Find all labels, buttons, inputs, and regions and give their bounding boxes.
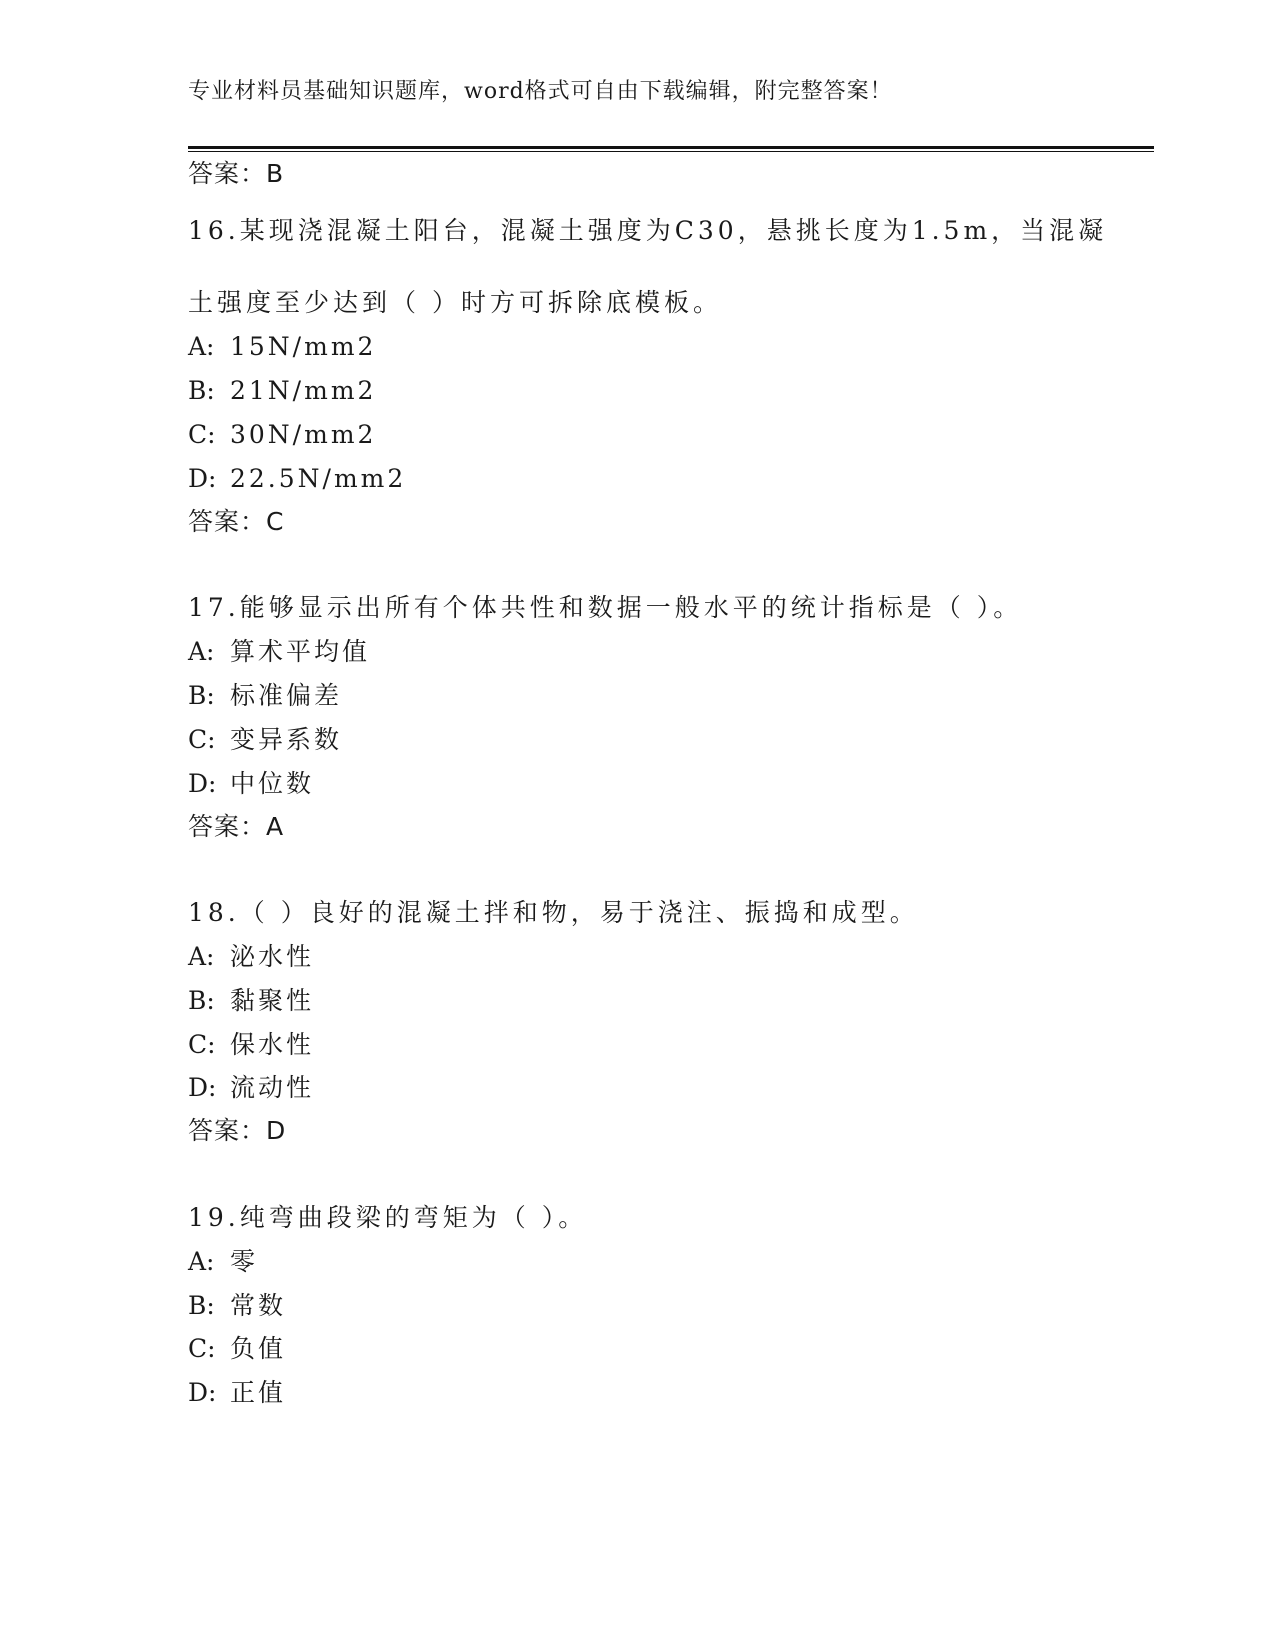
question-16-option-a bbox=[188, 331, 376, 363]
option-text: 常数 bbox=[230, 1291, 287, 1320]
option-text: 零 bbox=[230, 1247, 259, 1276]
option-text: 正值 bbox=[230, 1378, 287, 1407]
question-16-answer: 答案：C bbox=[188, 507, 285, 536]
question-17-line-1: 17.能够显示出所有个体共性和数据一般水平的统计指标是（ ）。 bbox=[188, 593, 1023, 622]
question-16-option-b bbox=[188, 375, 376, 407]
option-text: 流动性 bbox=[230, 1073, 315, 1102]
question-16-line-1: 16.某现浇混凝土阳台，混凝土强度为C30，悬挑长度为1.5m，当混凝 bbox=[188, 216, 1108, 245]
option-letter: B: bbox=[188, 376, 215, 405]
option-text: 标准偏差 bbox=[230, 681, 343, 710]
option-text: 负值 bbox=[230, 1334, 287, 1363]
page-header: 专业材料员基础知识题库，word格式可自由下载编辑，附完整答案！ bbox=[188, 79, 893, 104]
option-letter: D: bbox=[188, 769, 217, 798]
question-18-answer: 答案：D bbox=[188, 1116, 287, 1145]
option-text: 30N/mm2 bbox=[230, 420, 377, 449]
option-letter: C: bbox=[188, 1030, 216, 1059]
option-text: 22.5N/mm2 bbox=[230, 464, 407, 493]
option-letter: C: bbox=[188, 1334, 216, 1363]
header-rule-thin bbox=[188, 151, 1154, 152]
question-19-option-d bbox=[188, 1377, 286, 1409]
question-16-option-c bbox=[188, 419, 376, 451]
option-text: 变异系数 bbox=[230, 725, 343, 754]
option-letter: C: bbox=[188, 725, 216, 754]
option-text: 15N/mm2 bbox=[230, 332, 377, 361]
question-18-line-1: 18.（ ）良好的混凝土拌和物，易于浇注、振捣和成型。 bbox=[188, 898, 919, 927]
question-17-option-c bbox=[188, 724, 342, 756]
option-letter: D: bbox=[188, 464, 217, 493]
option-letter: C: bbox=[188, 420, 216, 449]
question-19-option-c bbox=[188, 1333, 286, 1365]
question-18-option-c bbox=[188, 1029, 314, 1061]
option-letter: D: bbox=[188, 1378, 217, 1407]
question-19-option-a bbox=[188, 1246, 258, 1278]
option-letter: D: bbox=[188, 1073, 217, 1102]
question-18-option-b bbox=[188, 985, 314, 1017]
option-text: 21N/mm2 bbox=[230, 376, 377, 405]
header-rule-thick bbox=[188, 146, 1154, 149]
question-19-line-1: 19.纯弯曲段梁的弯矩为（ ）。 bbox=[188, 1203, 588, 1232]
option-letter: B: bbox=[188, 986, 215, 1015]
question-16-line-2: 土强度至少达到（ ）时方可拆除底模板。 bbox=[188, 288, 722, 317]
option-text: 中位数 bbox=[230, 769, 315, 798]
option-letter: A: bbox=[188, 637, 215, 666]
question-17-option-b bbox=[188, 680, 342, 712]
option-letter: B: bbox=[188, 681, 215, 710]
option-text: 泌水性 bbox=[230, 942, 315, 971]
previous-answer: 答案：B bbox=[188, 159, 285, 188]
option-text: 算术平均值 bbox=[230, 637, 371, 666]
question-18-option-a bbox=[188, 941, 314, 973]
question-17-answer: 答案：A bbox=[188, 812, 285, 841]
question-17-option-a bbox=[188, 636, 370, 668]
option-letter: A: bbox=[188, 1247, 215, 1276]
option-letter: B: bbox=[188, 1291, 215, 1320]
option-letter: A: bbox=[188, 332, 215, 361]
question-18-option-d bbox=[188, 1072, 314, 1104]
question-16-option-d bbox=[188, 463, 406, 495]
option-text: 保水性 bbox=[230, 1030, 315, 1059]
question-19-option-b bbox=[188, 1290, 286, 1322]
option-text: 黏聚性 bbox=[230, 986, 315, 1015]
question-17-option-d bbox=[188, 768, 314, 800]
option-letter: A: bbox=[188, 942, 215, 971]
